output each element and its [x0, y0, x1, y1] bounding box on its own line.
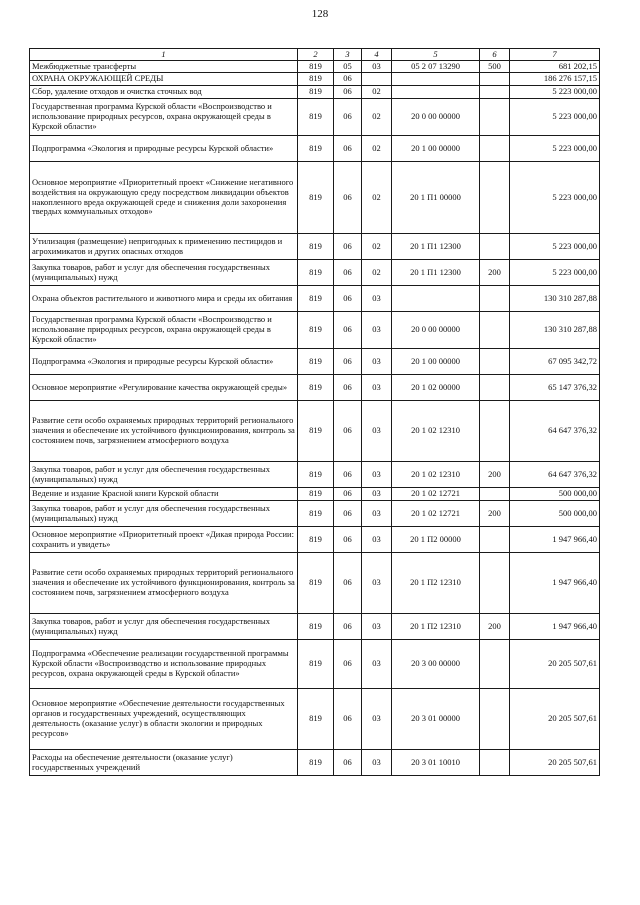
row-target-article [392, 73, 480, 86]
header-cell: 3 [334, 49, 362, 61]
row-expense-type [480, 527, 510, 553]
row-subsection-code: 03 [362, 527, 392, 553]
table-row [30, 488, 600, 501]
header-cell: 6 [480, 49, 510, 61]
row-subsection-code: 03 [362, 286, 392, 312]
row-amount: 5 223 000,00 [510, 260, 600, 286]
row-name: Развитие сети особо охраняемых природных территорий регионального значения и обеспечение их устойчивого функционирования, контроль за состоянием почв, загрязнением атмосферного воздуха [30, 553, 298, 614]
row-section-code: 06 [334, 689, 362, 750]
row-expense-type [480, 286, 510, 312]
table-row [30, 136, 600, 162]
row-target-article: 20 3 00 00000 [392, 640, 480, 689]
budget-table [29, 48, 600, 776]
row-target-article: 20 3 01 00000 [392, 689, 480, 750]
row-target-article [392, 86, 480, 99]
row-section-code: 06 [334, 312, 362, 349]
row-subsection-code: 03 [362, 553, 392, 614]
row-name: Основное мероприятие «Приоритетный проект «Снижение негативного воздействия на окружающую среду посредством ликвидации объектов накопленного вреда окружающей среде и снижения доли захоронения твердых коммунальных отходов» [30, 162, 298, 234]
row-amount: 5 223 000,00 [510, 234, 600, 260]
row-ved-code: 819 [298, 689, 334, 750]
row-target-article: 20 0 00 00000 [392, 99, 480, 136]
row-section-code: 06 [334, 162, 362, 234]
table-row [30, 61, 600, 73]
row-amount: 681 202,15 [510, 61, 600, 73]
row-subsection-code: 03 [362, 640, 392, 689]
row-name: Подпрограмма «Экология и природные ресурсы Курской области» [30, 349, 298, 375]
row-ved-code: 819 [298, 162, 334, 234]
row-section-code: 05 [334, 61, 362, 73]
row-target-article: 20 1 02 00000 [392, 375, 480, 401]
row-name: Закупка товаров, работ и услуг для обеспечения государственных (муниципальных) нужд [30, 462, 298, 488]
row-subsection-code: 02 [362, 234, 392, 260]
row-name: Межбюджетные трансферты [30, 61, 298, 73]
row-amount: 65 147 376,32 [510, 375, 600, 401]
table-row [30, 286, 600, 312]
row-expense-type [480, 401, 510, 462]
table-row [30, 99, 600, 136]
page-number: 128 [311, 8, 329, 20]
row-section-code: 06 [334, 234, 362, 260]
row-expense-type: 200 [480, 260, 510, 286]
row-section-code: 06 [334, 553, 362, 614]
row-name: Расходы на обеспечение деятельности (оказание услуг) государственных учреждений [30, 750, 298, 776]
row-subsection-code: 03 [362, 614, 392, 640]
row-amount: 186 276 157,15 [510, 73, 600, 86]
row-subsection-code: 03 [362, 501, 392, 527]
row-target-article: 20 1 02 12310 [392, 462, 480, 488]
row-subsection-code: 02 [362, 136, 392, 162]
row-subsection-code: 03 [362, 401, 392, 462]
table-row [30, 462, 600, 488]
row-ved-code: 819 [298, 501, 334, 527]
row-name: Государственная программа Курской области «Воспроизводство и использование природных ресурсов, охрана окружающей среды в Курской области» [30, 312, 298, 349]
row-target-article: 20 1 П1 12300 [392, 234, 480, 260]
row-amount: 64 647 376,32 [510, 401, 600, 462]
row-section-code: 06 [334, 488, 362, 501]
row-subsection-code [362, 73, 392, 86]
row-ved-code: 819 [298, 375, 334, 401]
row-target-article: 20 0 00 00000 [392, 312, 480, 349]
row-expense-type [480, 349, 510, 375]
row-amount: 5 223 000,00 [510, 99, 600, 136]
row-expense-type [480, 73, 510, 86]
header-cell: 5 [392, 49, 480, 61]
row-section-code: 06 [334, 462, 362, 488]
row-expense-type [480, 750, 510, 776]
row-subsection-code: 03 [362, 61, 392, 73]
row-name: Утилизация (размещение) непригодных к применению пестицидов и агрохимикатов и других опасных отходов [30, 234, 298, 260]
row-subsection-code: 03 [362, 750, 392, 776]
row-target-article: 20 1 02 12721 [392, 488, 480, 501]
row-expense-type [480, 488, 510, 501]
row-expense-type: 200 [480, 614, 510, 640]
row-amount: 500 000,00 [510, 488, 600, 501]
row-ved-code: 819 [298, 86, 334, 99]
row-amount: 5 223 000,00 [510, 162, 600, 234]
row-expense-type [480, 375, 510, 401]
table-row [30, 73, 600, 86]
row-name: Подпрограмма «Экология и природные ресурсы Курской области» [30, 136, 298, 162]
row-section-code: 06 [334, 99, 362, 136]
row-amount: 64 647 376,32 [510, 462, 600, 488]
row-expense-type: 200 [480, 462, 510, 488]
row-section-code: 06 [334, 750, 362, 776]
row-name: Основное мероприятие «Регулирование качества окружающей среды» [30, 375, 298, 401]
row-amount: 20 205 507,61 [510, 640, 600, 689]
row-name: Закупка товаров, работ и услуг для обеспечения государственных (муниципальных) нужд [30, 501, 298, 527]
header-cell: 2 [298, 49, 334, 61]
row-ved-code: 819 [298, 462, 334, 488]
row-target-article: 20 1 П2 12310 [392, 553, 480, 614]
row-section-code: 06 [334, 401, 362, 462]
row-name: ОХРАНА ОКРУЖАЮЩЕЙ СРЕДЫ [30, 73, 298, 86]
table-row [30, 349, 600, 375]
table-row [30, 375, 600, 401]
table-row [30, 234, 600, 260]
row-ved-code: 819 [298, 750, 334, 776]
row-name: Закупка товаров, работ и услуг для обеспечения государственных (муниципальных) нужд [30, 260, 298, 286]
row-amount: 130 310 287,88 [510, 286, 600, 312]
row-target-article [392, 286, 480, 312]
row-subsection-code: 02 [362, 86, 392, 99]
row-name: Основное мероприятие «Приоритетный проект «Дикая природа России: сохранить и увидеть» [30, 527, 298, 553]
row-expense-type: 200 [480, 501, 510, 527]
row-expense-type [480, 640, 510, 689]
row-amount: 1 947 966,40 [510, 614, 600, 640]
row-ved-code: 819 [298, 61, 334, 73]
row-name: Развитие сети особо охраняемых природных территорий регионального значения и обеспечение их устойчивого функционирования, контроль за состоянием почв, загрязнением атмосферного воздуха [30, 401, 298, 462]
row-expense-type [480, 136, 510, 162]
header-cell: 7 [510, 49, 600, 61]
row-target-article: 20 1 02 12310 [392, 401, 480, 462]
row-section-code: 06 [334, 286, 362, 312]
row-section-code: 06 [334, 73, 362, 86]
row-expense-type [480, 234, 510, 260]
header-row [30, 49, 600, 61]
row-target-article: 20 1 00 00000 [392, 349, 480, 375]
row-expense-type [480, 312, 510, 349]
row-ved-code: 819 [298, 286, 334, 312]
row-section-code: 06 [334, 349, 362, 375]
row-expense-type: 500 [480, 61, 510, 73]
row-ved-code: 819 [298, 640, 334, 689]
row-subsection-code: 02 [362, 162, 392, 234]
row-subsection-code: 03 [362, 462, 392, 488]
row-target-article: 20 1 02 12721 [392, 501, 480, 527]
row-section-code: 06 [334, 86, 362, 99]
row-target-article: 20 3 01 10010 [392, 750, 480, 776]
row-amount: 130 310 287,88 [510, 312, 600, 349]
row-subsection-code: 03 [362, 375, 392, 401]
row-ved-code: 819 [298, 234, 334, 260]
row-expense-type [480, 689, 510, 750]
row-section-code: 06 [334, 136, 362, 162]
row-ved-code: 819 [298, 488, 334, 501]
row-ved-code: 819 [298, 401, 334, 462]
table-row [30, 312, 600, 349]
row-subsection-code: 02 [362, 99, 392, 136]
row-ved-code: 819 [298, 553, 334, 614]
row-section-code: 06 [334, 527, 362, 553]
row-name: Сбор, удаление отходов и очистка сточных вод [30, 86, 298, 99]
row-name: Охрана объектов растительного и животного мира и среды их обитания [30, 286, 298, 312]
row-ved-code: 819 [298, 99, 334, 136]
row-name: Ведение и издание Красной книги Курской области [30, 488, 298, 501]
row-expense-type [480, 86, 510, 99]
row-ved-code: 819 [298, 349, 334, 375]
row-section-code: 06 [334, 640, 362, 689]
row-target-article: 20 1 00 00000 [392, 136, 480, 162]
row-expense-type [480, 162, 510, 234]
row-amount: 5 223 000,00 [510, 136, 600, 162]
row-amount: 67 095 342,72 [510, 349, 600, 375]
row-subsection-code: 03 [362, 312, 392, 349]
row-subsection-code: 03 [362, 349, 392, 375]
row-subsection-code: 02 [362, 260, 392, 286]
table-row [30, 689, 600, 750]
table-row [30, 401, 600, 462]
row-target-article: 20 1 П1 12300 [392, 260, 480, 286]
table-row [30, 640, 600, 689]
row-amount: 20 205 507,61 [510, 750, 600, 776]
table-row [30, 750, 600, 776]
row-section-code: 06 [334, 614, 362, 640]
row-name: Закупка товаров, работ и услуг для обеспечения государственных (муниципальных) нужд [30, 614, 298, 640]
row-ved-code: 819 [298, 527, 334, 553]
row-target-article: 20 1 П2 00000 [392, 527, 480, 553]
table-row [30, 527, 600, 553]
table-row [30, 614, 600, 640]
row-amount: 5 223 000,00 [510, 86, 600, 99]
row-ved-code: 819 [298, 260, 334, 286]
row-section-code: 06 [334, 260, 362, 286]
header-cell: 4 [362, 49, 392, 61]
table-row [30, 162, 600, 234]
table-row [30, 86, 600, 99]
row-ved-code: 819 [298, 614, 334, 640]
row-expense-type [480, 99, 510, 136]
header-cell: 1 [30, 49, 298, 61]
row-amount: 20 205 507,61 [510, 689, 600, 750]
row-expense-type [480, 553, 510, 614]
row-ved-code: 819 [298, 312, 334, 349]
table-row [30, 553, 600, 614]
row-amount: 1 947 966,40 [510, 553, 600, 614]
row-target-article: 20 1 П1 00000 [392, 162, 480, 234]
row-ved-code: 819 [298, 73, 334, 86]
row-name: Основное мероприятие «Обеспечение деятельности государственных органов и государственных учреждений, осуществляющих деятельность (оказание услуг) в области экологии и природных ресурсов» [30, 689, 298, 750]
row-name: Подпрограмма «Обеспечение реализации государственной программы Курской области «Воспроизводство и использование природных ресурсов, охрана окружающей среды в Курской области» [30, 640, 298, 689]
row-amount: 1 947 966,40 [510, 527, 600, 553]
row-section-code: 06 [334, 375, 362, 401]
row-section-code: 06 [334, 501, 362, 527]
row-target-article: 05 2 07 13290 [392, 61, 480, 73]
table-row [30, 260, 600, 286]
table-row [30, 501, 600, 527]
row-subsection-code: 03 [362, 689, 392, 750]
row-amount: 500 000,00 [510, 501, 600, 527]
row-target-article: 20 1 П2 12310 [392, 614, 480, 640]
row-subsection-code: 03 [362, 488, 392, 501]
row-ved-code: 819 [298, 136, 334, 162]
row-name: Государственная программа Курской области «Воспроизводство и использование природных ресурсов, охрана окружающей среды в Курской области» [30, 99, 298, 136]
